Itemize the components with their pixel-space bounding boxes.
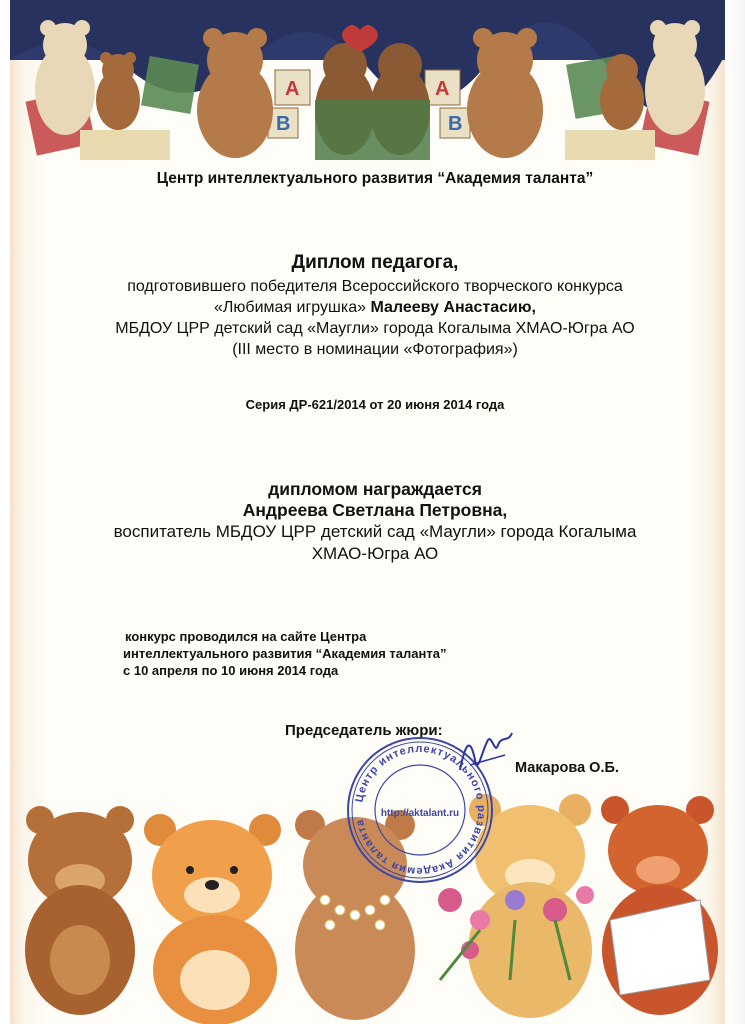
jury-chair-title: Председатель жюри: (285, 722, 443, 739)
diploma-line-4: (III место в номинации «Фотография») (232, 341, 518, 358)
signature (450, 725, 520, 785)
diploma-title: Диплом педагога, (291, 252, 459, 273)
awardee-role-line-2: ХМАО-Югра АО (311, 544, 439, 563)
diploma-line-2 (50, 297, 700, 318)
diploma-line-1: подготовившего победителя Всероссийского творческого конкурса (127, 278, 623, 295)
svg-text:B: B (276, 113, 291, 135)
contest-info-line-1: конкурс проводился на сайте Центра (125, 629, 367, 644)
award-heading: дипломом награждается (268, 479, 482, 499)
diploma-sheet (10, 0, 725, 1024)
stamp-url: http://aktalant.ru (380, 808, 460, 819)
winner-name: Малееву Анастасию, (370, 299, 536, 316)
series-number: Серия ДР-621/2014 от 20 июня 2014 года (245, 397, 505, 412)
stamp-ring-text: Центр интеллектуального развития Академия таланта (353, 742, 488, 878)
teddy-bear-border-top (10, 0, 725, 175)
awardee-role-line-1: воспитатель МБДОУ ЦРР детский сад «Маугли» города Когалыма (113, 522, 637, 541)
svg-text:A: A (285, 78, 300, 100)
svg-text:A: A (435, 78, 450, 100)
awardee-name: Андреева Светлана Петровна, (242, 500, 508, 520)
contest-info-line-3: с 10 апреля по 10 июня 2014 года (123, 663, 339, 678)
scan-edge (725, 0, 745, 1024)
contest-name: «Любимая игрушка» (214, 299, 371, 316)
svg-text:B: B (448, 113, 463, 135)
organization-name: Центр интеллектуального развития “Академия таланта” (156, 170, 594, 187)
jury-chair-name: Макарова О.Б. (515, 760, 619, 776)
contest-info-line-2: интеллектуального развития “Академия таланта” (123, 646, 447, 661)
diploma-line-3: МБДОУ ЦРР детский сад «Маугли» города Когалыма ХМАО-Югра АО (115, 320, 635, 337)
